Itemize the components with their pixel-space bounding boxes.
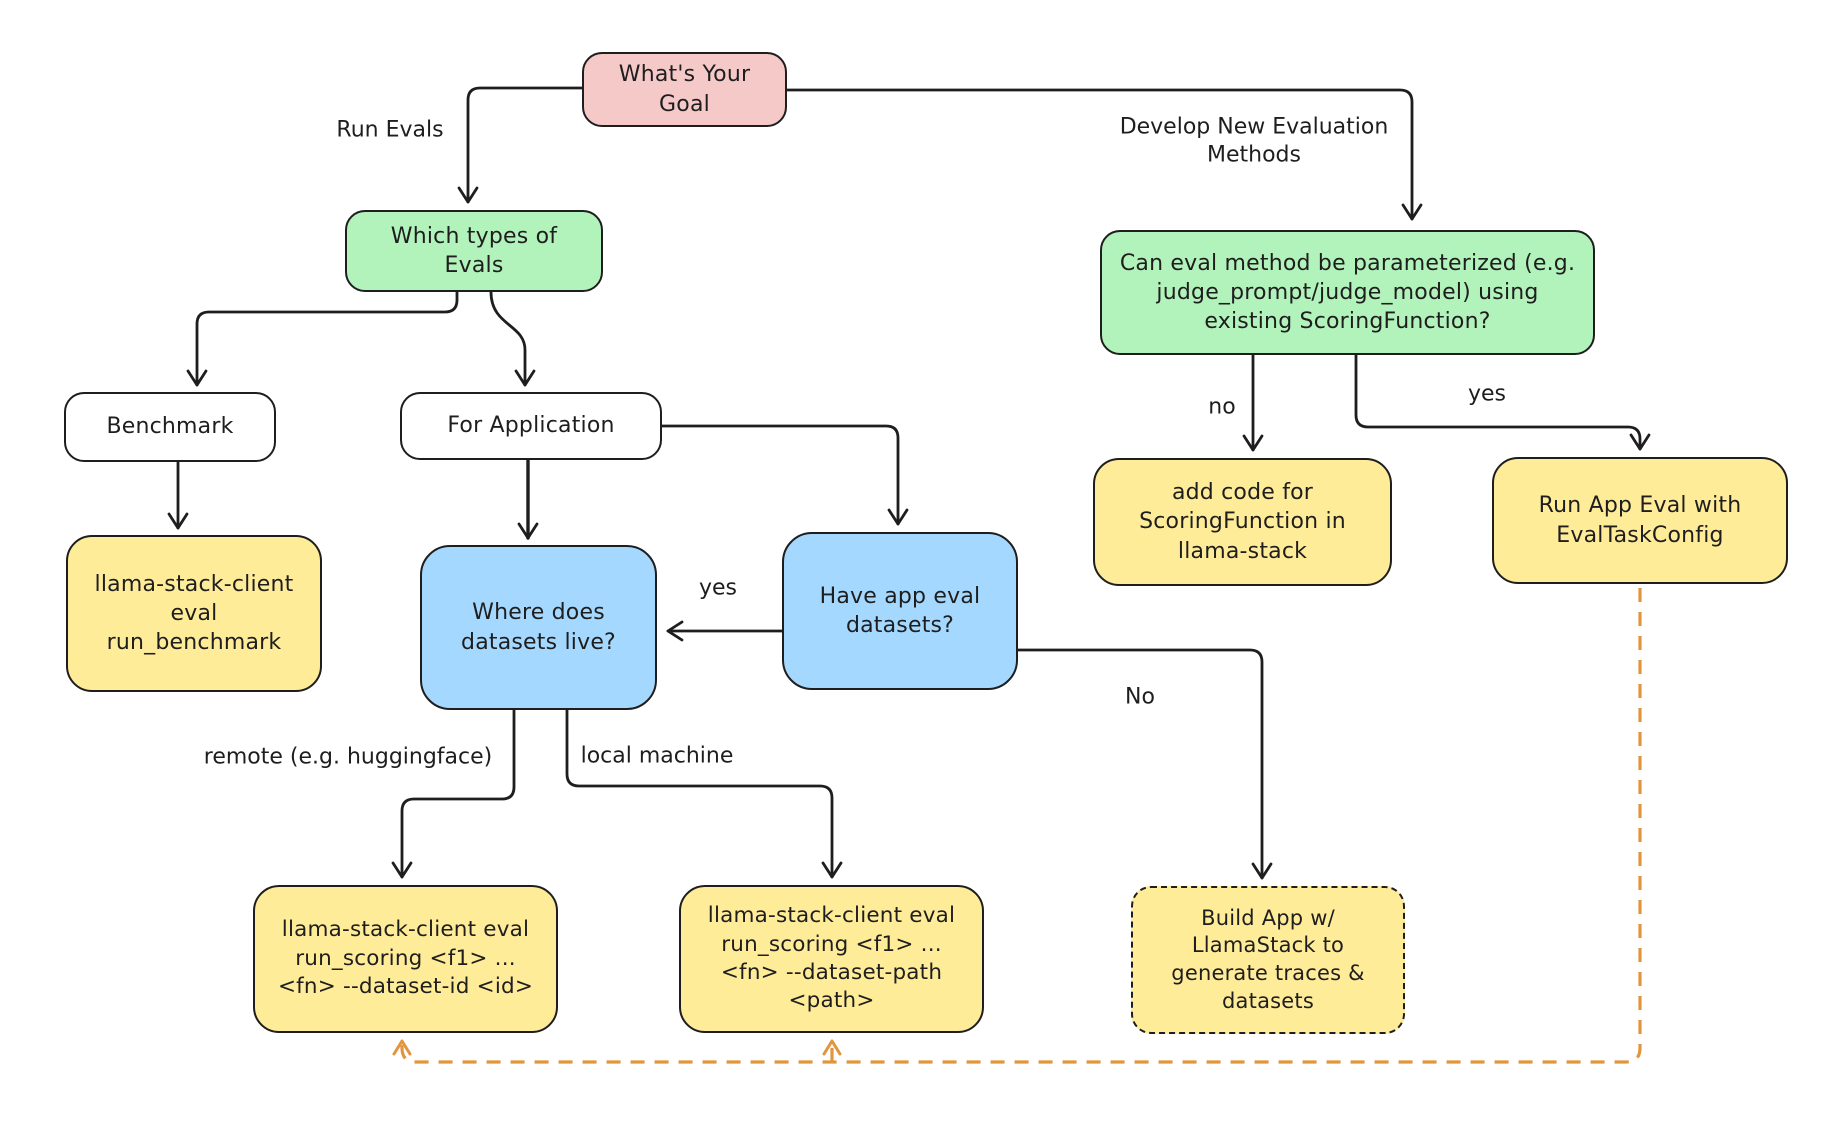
node-for-application: For Application	[400, 392, 662, 460]
node-which-types-of-evals: Which types of Evals	[345, 210, 603, 292]
edge-which-types-to-benchmark	[197, 292, 457, 385]
edge-label-no: no	[1208, 394, 1236, 420]
node-run-scoring-dataset-path-command: llama-stack-client eval run_scoring <f1> ... <fn> --dataset-path <path>	[679, 885, 984, 1033]
node-run-app-eval-with-evaltaskconfig: Run App Eval with EvalTaskConfig	[1492, 457, 1788, 584]
edge-for-application-to-have-datasets	[662, 426, 898, 524]
edge-where-datasets-remote-to-run-scoring-id	[402, 710, 514, 877]
node-benchmark: Benchmark	[64, 392, 276, 462]
edge-label-run-evals: Run Evals	[336, 117, 444, 143]
node-whats-your-goal: What's Your Goal	[582, 52, 787, 127]
edge-which-types-to-for-application	[491, 292, 525, 385]
node-can-eval-method-be-parameterized: Can eval method be parameterized (e.g. judge_prompt/judge_model) using existing ScoringFunction?	[1100, 230, 1595, 355]
edge-goal-to-which-types	[468, 88, 582, 202]
node-add-code-for-scoringfunction: add code for ScoringFunction in llama-stack	[1093, 458, 1392, 586]
edge-label-no-have-datasets: No	[1125, 684, 1155, 710]
edge-label-yes: yes	[1467, 381, 1507, 407]
node-build-app-with-llamastack: Build App w/ LlamaStack to generate traces & datasets	[1131, 886, 1405, 1034]
edge-label-local-machine: local machine	[580, 743, 734, 769]
edge-label-yes-have-datasets: yes	[698, 575, 738, 601]
node-have-app-eval-datasets: Have app eval datasets?	[782, 532, 1018, 690]
edge-label-develop-new-evaluation-methods: Develop New Evaluation Methods	[1119, 114, 1389, 167]
edge-label-remote-huggingface: remote (e.g. huggingface)	[203, 744, 493, 770]
node-run-benchmark-command: llama-stack-client eval run_benchmark	[66, 535, 322, 692]
edge-where-datasets-local-to-run-scoring-path	[567, 710, 832, 877]
node-where-does-datasets-live: Where does datasets live?	[420, 545, 657, 710]
node-run-scoring-dataset-id-command: llama-stack-client eval run_scoring <f1> ... <fn> --dataset-id <id>	[253, 885, 558, 1033]
